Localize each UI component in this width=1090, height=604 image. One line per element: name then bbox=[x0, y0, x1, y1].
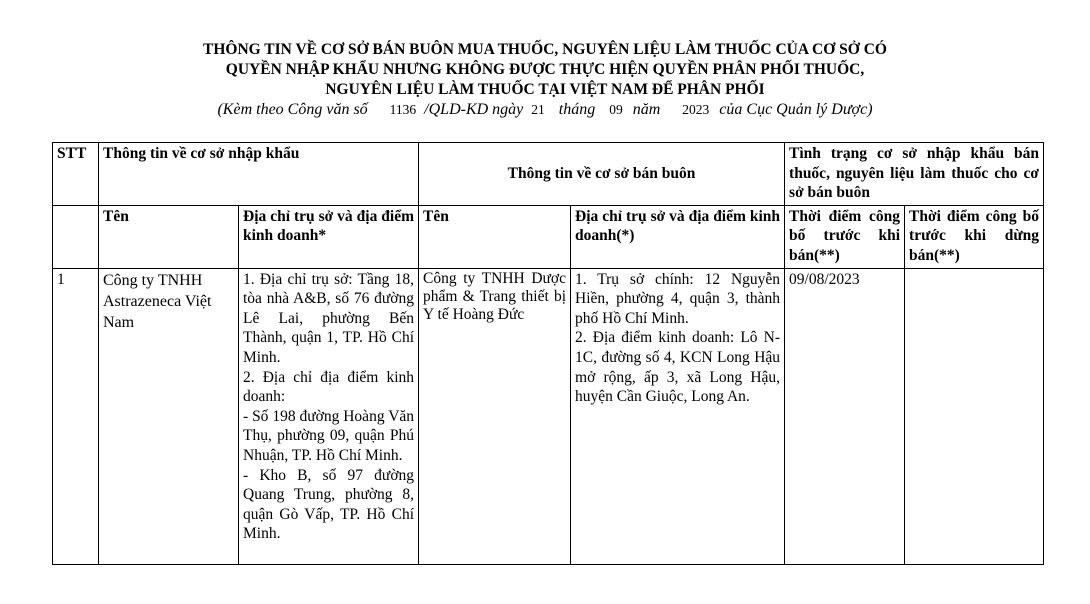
row-stt: 1 bbox=[53, 268, 99, 564]
address-line: - Kho B, số 97 đường Quang Trung, phường 8, quận Gò Vấp, TP. Hồ Chí Minh. bbox=[243, 466, 415, 543]
address-line: - Số 198 đường Hoàng Văn Thụ, phường 09, quận Phú Nhuận, TP. Hồ Chí Minh. bbox=[243, 407, 415, 464]
title-line: QUYỀN NHẬP KHẨU NHƯNG KHÔNG ĐƯỢC THỰC HIỆN QUYỀN PHÂN PHỐI THUỐC, bbox=[225, 61, 865, 78]
subtitle-year-label: năm bbox=[632, 101, 661, 118]
stt-header: STT bbox=[53, 143, 99, 206]
row-publish-stop-time bbox=[905, 268, 1044, 564]
address-line: 1. Trụ sở chính: 12 Nguyễn Hiền, phường 4, quận 3, thành phố Hồ Chí Minh. bbox=[575, 270, 781, 327]
subtitle-month-label: tháng bbox=[558, 101, 596, 118]
address-line: 2. Địa điểm kinh doanh: Lô N-1C, đường số 4, KCN Long Hậu mở rộng, ấp 3, xã Long Hậu, huyện Cần Giuộc, Long An. bbox=[575, 329, 781, 406]
wholesaler-group-header: Thông tin về cơ sở bán buôn bbox=[419, 143, 785, 206]
publish-stop-time-header: Thời điểm công bố trước khi dừng bán(**) bbox=[905, 205, 1044, 268]
wholesaler-name-text: Công ty TNHH Dược phẩm & Trang thiết bị Y tế Hoàng Đức bbox=[423, 269, 567, 323]
status-group-header: Tình trạng cơ sở nhập khẩu bán thuốc, nguyên liệu làm thuốc cho cơ sở bán buôn bbox=[785, 143, 1044, 206]
stt-subheader-empty bbox=[53, 205, 99, 268]
subtitle-suffix: của Cục Quản lý Dược) bbox=[719, 101, 873, 118]
doc-year: 2023 bbox=[682, 102, 710, 117]
document-title bbox=[0, 40, 1090, 100]
address-line: 2. Địa chỉ địa điểm kinh doanh: bbox=[243, 368, 415, 406]
importer-group-header: Thông tin về cơ sở nhập khẩu bbox=[99, 143, 419, 206]
row-importer-address bbox=[239, 268, 419, 564]
row-importer-name bbox=[99, 268, 239, 564]
row-wholesaler-name bbox=[419, 268, 571, 564]
subtitle-mid: /QLD-KD ngày bbox=[424, 101, 524, 118]
publish-sale-time-header: Thời điểm công bố trước khi bán(**) bbox=[785, 205, 905, 268]
table-row bbox=[53, 268, 1044, 564]
title-line: NGUYÊN LIỆU LÀM THUỐC TẠI VIỆT NAM ĐỂ PHÂN PHỐI bbox=[325, 81, 765, 98]
wholesaler-name-header: Tên bbox=[419, 205, 571, 268]
importer-name-text: Công ty TNHH Astrazeneca Việt Nam bbox=[103, 271, 212, 331]
doc-day: 21 bbox=[531, 102, 545, 117]
document-subtitle bbox=[0, 99, 1090, 121]
distribution-table bbox=[52, 142, 1044, 565]
importer-name-header: Tên bbox=[99, 205, 239, 268]
importer-address-header: Địa chỉ trụ sở và địa điểm kinh doanh* bbox=[239, 205, 419, 268]
doc-month: 09 bbox=[609, 102, 623, 117]
row-wholesaler-address bbox=[571, 268, 785, 564]
address-line: 1. Địa chỉ trụ sở: Tầng 18, tòa nhà A&B, số 76 đường Lê Lai, phường Bến Thành, quận 1, TP. Hồ Chí Minh. bbox=[243, 270, 415, 366]
row-publish-sale-time: 09/08/2023 bbox=[785, 268, 905, 564]
title-line: THÔNG TIN VỀ CƠ SỞ BÁN BUÔN MUA THUỐC, NGUYÊN LIỆU LÀM THUỐC CỦA CƠ SỞ CÓ bbox=[203, 41, 887, 58]
doc-number: 1136 bbox=[389, 102, 417, 117]
wholesaler-address-header: Địa chỉ trụ sở và địa điểm kinh doanh(*) bbox=[571, 205, 785, 268]
subtitle-prefix: (Kèm theo Công văn số bbox=[217, 101, 368, 118]
header-row-top bbox=[53, 143, 1044, 206]
header-row-sub bbox=[53, 205, 1044, 268]
